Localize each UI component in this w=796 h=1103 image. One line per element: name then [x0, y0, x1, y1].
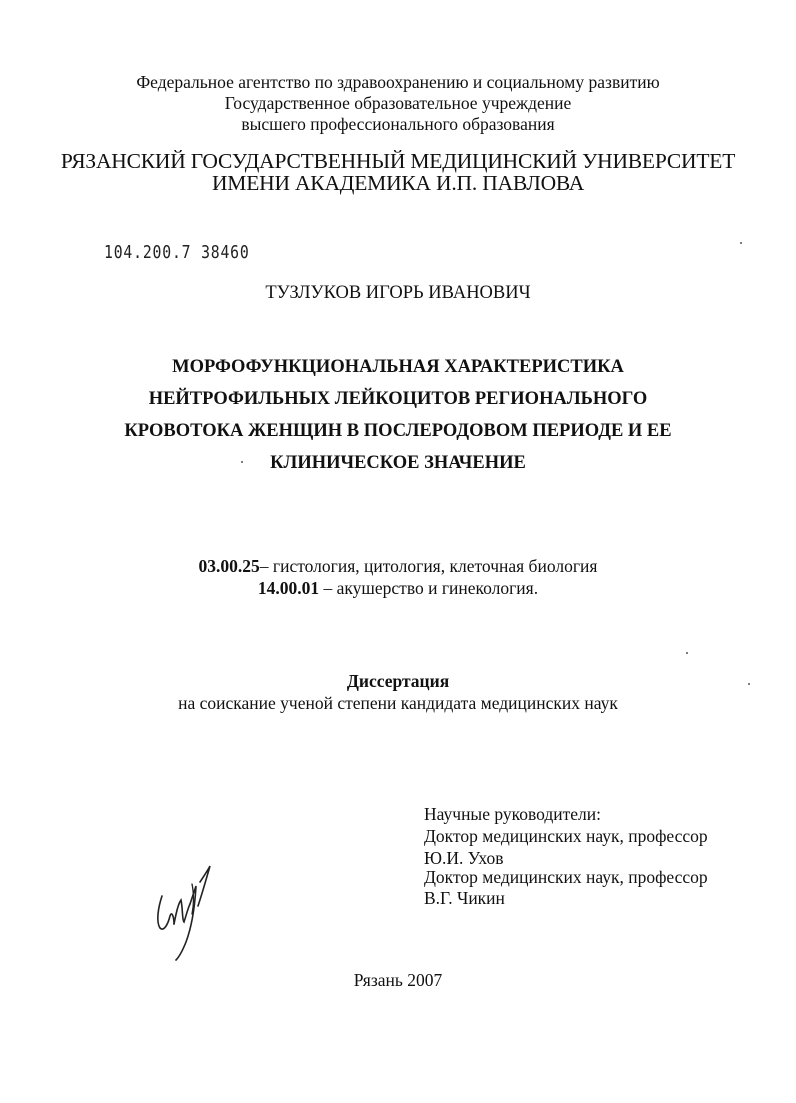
specialty-name: – акушерство и гинекология.: [319, 578, 539, 598]
supervisor-2-title: Доктор медицинских наук, профессор: [424, 867, 708, 887]
city-year: Рязань 2007: [353, 970, 443, 990]
specialty-histology: [0, 555, 796, 577]
supervisor-2-name: В.Г. Чикин: [424, 888, 505, 908]
thesis-title-line4: КЛИНИЧЕСКОЕ ЗНАЧЕНИЕ: [270, 453, 526, 473]
thesis-title-line2: НЕЙТРОФИЛЬНЫХ ЛЕЙКОЦИТОВ РЕГИОНАЛЬНОГО: [148, 389, 648, 409]
thesis-title-line1: МОРФОФУНКЦИОНАЛЬНАЯ ХАРАКТЕРИСТИКА: [172, 357, 624, 377]
scan-speck: [686, 652, 688, 654]
thesis-title-line3: КРОВОТОКА ЖЕНЩИН В ПОСЛЕРОДОВОМ ПЕРИОДЕ И ЕЕ: [124, 421, 672, 441]
specialty-obstetrics: [0, 577, 796, 599]
university-name-line2: ИМЕНИ АКАДЕМИКА И.П. ПАВЛОВА: [211, 171, 585, 195]
supervisor-1-title: Доктор медицинских наук, профессор: [424, 826, 708, 846]
inventory-stamp-number: 104.200.7 38460: [104, 242, 250, 263]
author-name: ТУЗЛУКОВ ИГОРЬ ИВАНОВИЧ: [265, 283, 531, 303]
scan-speck: [241, 461, 243, 463]
specialty-code: 14.00.01: [257, 578, 320, 598]
degree-purpose: на соискание ученой степени кандидата медицинских наук: [178, 693, 618, 713]
handwritten-signature: [148, 864, 218, 964]
scan-speck: [740, 242, 742, 244]
institution-type: Государственное образовательное учреждение: [224, 93, 572, 113]
education-level: высшего профессионального образования: [241, 114, 555, 134]
agency-name: Федеральное агентство по здравоохранению и социальному развитию: [136, 72, 660, 92]
university-name: РЯЗАНСКИЙ ГОСУДАРСТВЕННЫЙ МЕДИЦИНСКИЙ УНИВЕРСИТЕТ: [60, 149, 736, 173]
supervisor-1-name: Ю.И. Ухов: [424, 848, 504, 868]
scan-speck: [748, 683, 750, 685]
supervisors-heading: Научные руководители:: [424, 804, 601, 824]
specialty-name: – гистология, цитология, клеточная биология: [259, 556, 598, 576]
document-type: Диссертация: [346, 671, 450, 691]
specialty-code: 03.00.25: [198, 556, 260, 576]
